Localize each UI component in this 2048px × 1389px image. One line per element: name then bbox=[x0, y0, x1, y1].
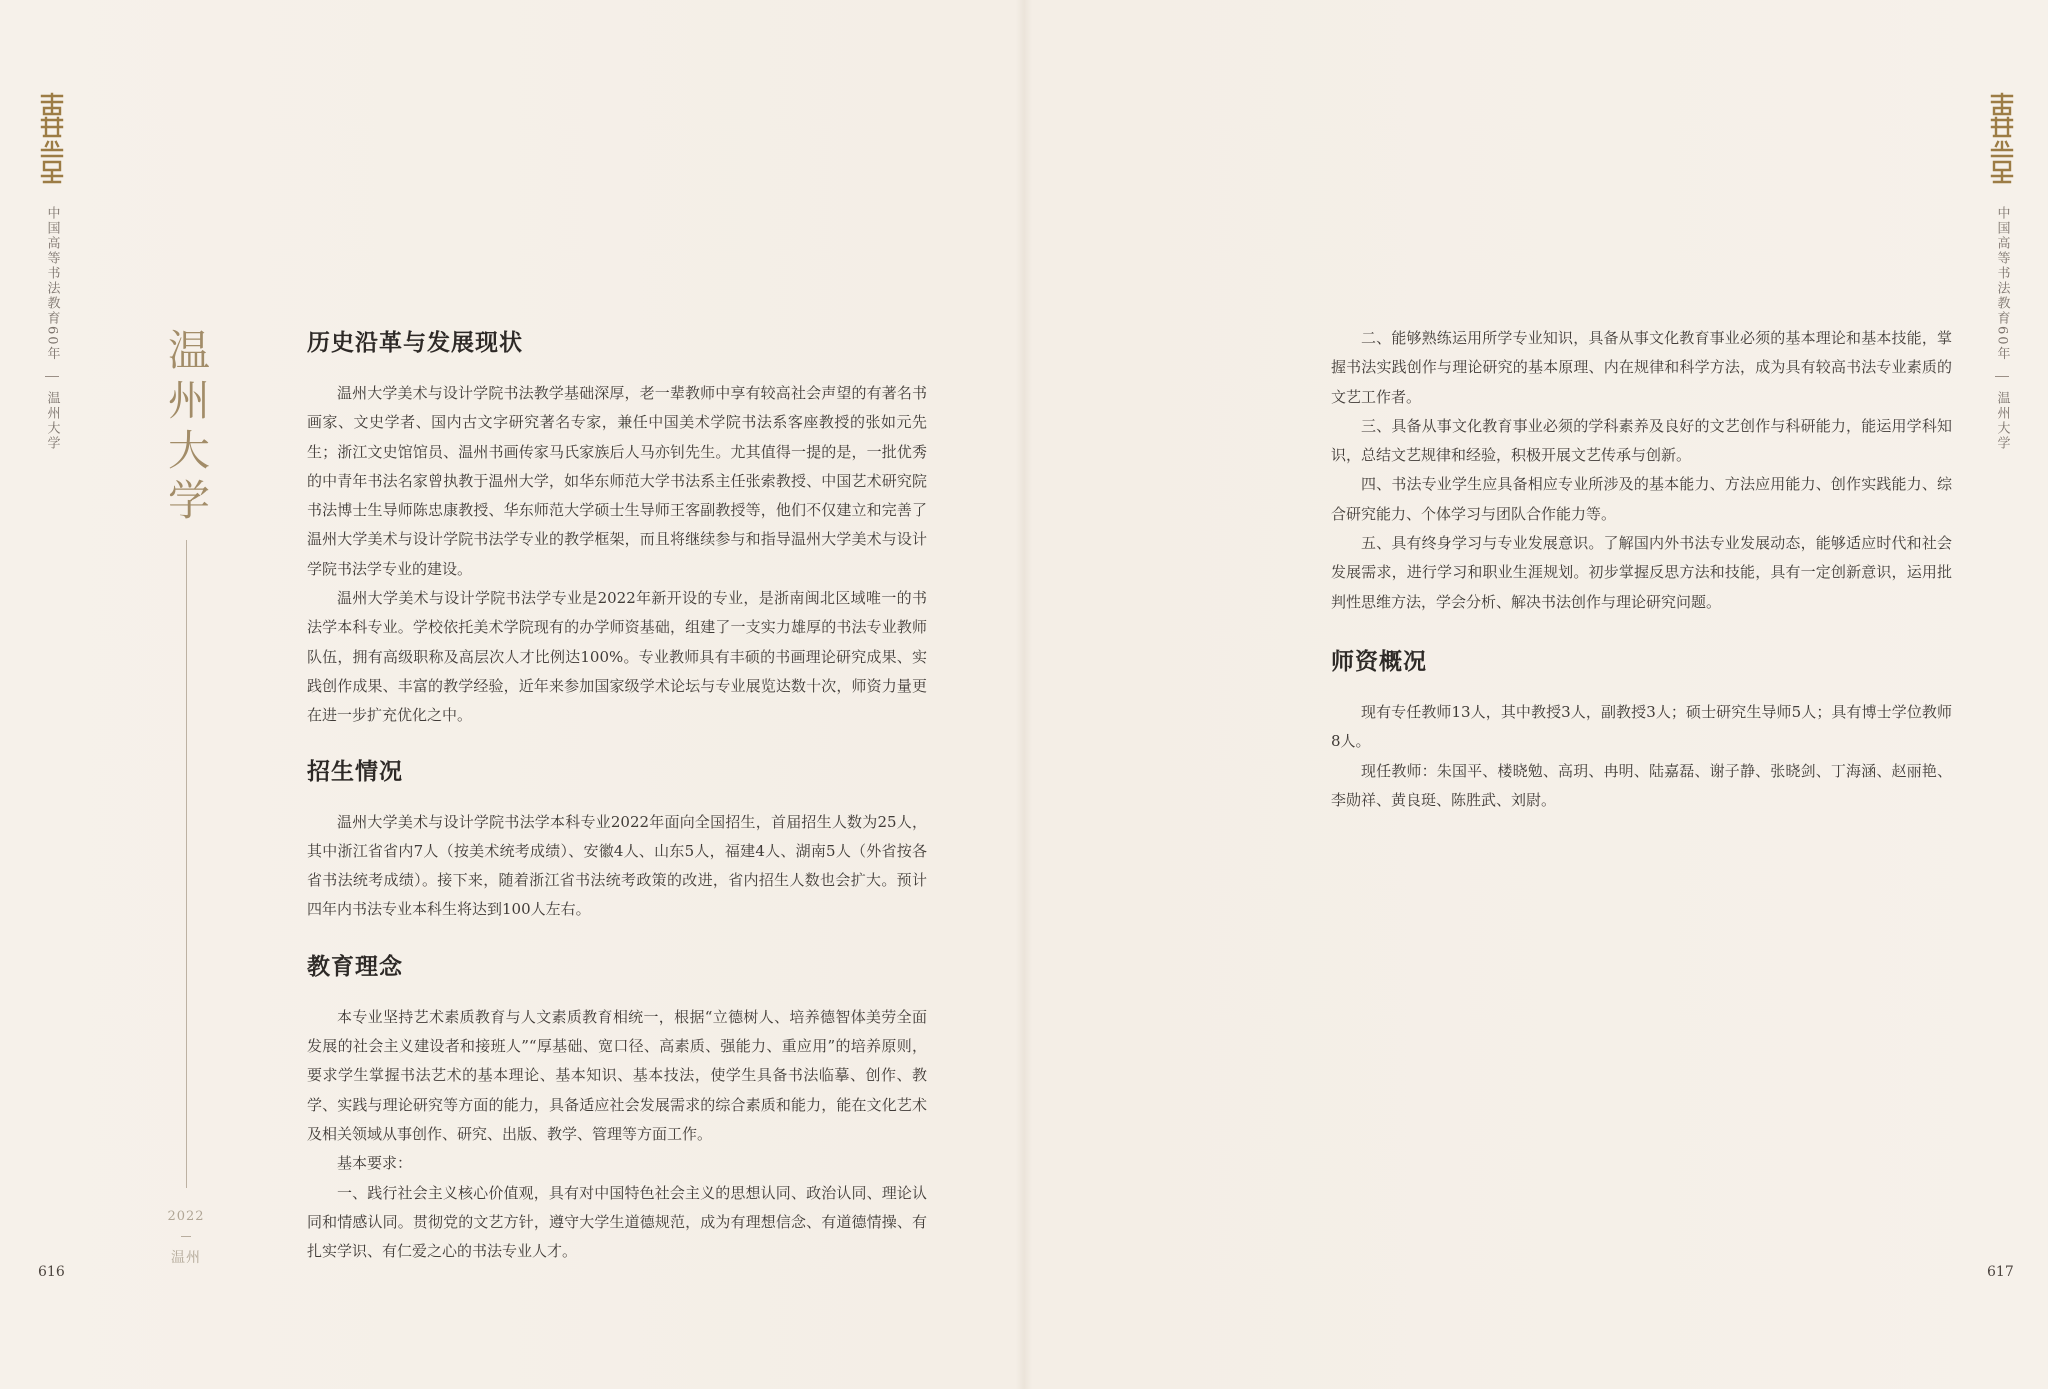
enrollment-paragraph: 温州大学美术与设计学院书法学本科专业2022年面向全国招生，首届招生人数为25人，其中浙江省省内7人（按美术统考成绩）、安徽4人、山东5人，福建4人、湖南5人（外省按各省书法统考成绩）。接下来，随着浙江省书法统考政策的改进，省内招生人数也会扩大。预计四年内书法专业本科生将达到100人左右。 bbox=[307, 812, 927, 919]
right-margin-column bbox=[1980, 92, 2024, 451]
faculty-paragraph: 现任教师：朱国平、楼晓勉、高玥、冉明、陆嘉磊、谢子静、张晓剑、丁海涵、赵丽艳、李勋祥、黄良珽、陈胜武、刘尉。 bbox=[1331, 761, 1952, 809]
city-label: 温州 bbox=[171, 1250, 201, 1266]
requirement-item: 二、能够熟练运用所学专业知识，具备从事文化教育事业必须的基本理论和基本技能，掌握书法实践创作与理论研究的基本原理、内在规律和科学方法，成为具有较高书法专业素质的文艺工作者。 bbox=[1331, 329, 1952, 406]
section-faculty bbox=[1331, 645, 1952, 815]
left-margin-column bbox=[30, 92, 74, 451]
page-number-right: 617 bbox=[1987, 1264, 2014, 1280]
seal-logo bbox=[37, 92, 67, 184]
divider-dash bbox=[1995, 376, 2009, 377]
philosophy-paragraph: 本专业坚持艺术素质教育与人文素质教育相统一，根据“立德树人、培养德智体美劳全面发展的社会主义建设者和接班人”“厚基础、宽口径、高素质、强能力、重应用”的培养原则，要求学生掌握书法艺术的基本理论、基本知识、基本技法，使学生具备书法临摹、创作、教学、实践与理论研究等方面的能力，具备适应社会发展需求的综合素质和能力，能在文化艺术及相关领域从事创作、研究、出版、教学、管理等方面工作。 bbox=[307, 1007, 927, 1143]
history-paragraph: 温州大学美术与设计学院书法学专业是2022年新开设的专业，是浙南闽北区域唯一的书法学本科专业。学校依托美术学院现有的办学师资基础，组建了一支实力雄厚的书法专业教师队伍，拥有高级职称及高层次人才比例达100%。专业教师具有丰硕的书画理论研究成果、实践创作成果、丰富的教学经验，近年来参加国家级学术论坛与专业展览达数十次，师资力量更在进一步扩充优化之中。 bbox=[307, 589, 927, 725]
section-enrollment bbox=[307, 755, 927, 925]
requirement-item: 三、具备从事文化教育事业必须的学科素养及良好的文艺创作与科研能力，能运用学科知识，总结文艺规律和经验，积极开展文艺传承与创新。 bbox=[1331, 416, 1952, 465]
requirement-item: 一、践行社会主义核心价值观，具有对中国特色社会主义的思想认同、政治认同、理论认同和情感认同。贯彻党的文艺方针，遵守大学生道德规范，成为有理想信念、有道德情操、有扎实学识、有仁爱之心的书法专业人才。 bbox=[307, 1183, 927, 1261]
heading-philosophy: 教育理念 bbox=[307, 952, 403, 980]
university-title: 温州大学 bbox=[162, 328, 211, 528]
faculty-paragraph: 现有专任教师13人，其中教授3人，副教授3人；硕士研究生导师5人；具有博士学位教师8人。 bbox=[1331, 702, 1952, 751]
requirement-item: 五、具有终身学习与专业发展意识。了解国内外书法专业发展动态，能够适应时代和社会发展需求，进行学习和职业生涯规划。初步掌握反思方法和技能，具有一定创新意识，运用批判性思维方法，学会分析、解决书法创作与理论研究问题。 bbox=[1331, 534, 1952, 611]
university-title-column bbox=[162, 328, 211, 528]
requirement-item: 四、书法专业学生应具备相应专业所涉及的基本能力、方法应用能力、创作实践能力、综合研究能力、个体学习与团队合作能力等。 bbox=[1331, 475, 1952, 523]
left-text-column bbox=[307, 326, 927, 1266]
calligraphy-seal-icon bbox=[1988, 92, 2016, 184]
heading-history: 历史沿革与发展现状 bbox=[307, 329, 523, 356]
divider-dash bbox=[45, 376, 59, 377]
title-vertical-rule bbox=[186, 540, 187, 1188]
heading-faculty: 师资概况 bbox=[1331, 647, 1427, 675]
history-paragraph: 温州大学美术与设计学院书法教学基础深厚，老一辈教师中享有较高社会声望的有著名书画家、文史学者、国内古文字研究著名专家，兼任中国美术学院书法系客座教授的张如元先生；浙江文史馆馆员、温州书画传家马氏家族后人马亦钊先生。尤其值得一提的是，一批优秀的中青年书法名家曾执教于温州大学，如华东师范大学书法系主任张索教授、中国艺术研究院书法博士生导师陈忠康教授、华东师范大学硕士生导师王客副教授等，他们不仅建立和完善了温州大学美术与设计学院书法学专业的教学框架，而且将继续参与和指导温州大学美术与设计学院书法学专业的建设。 bbox=[307, 384, 927, 578]
right-text-column bbox=[1331, 324, 1952, 815]
page-number-left: 616 bbox=[38, 1264, 65, 1280]
section-history bbox=[307, 326, 927, 731]
year-block bbox=[162, 1209, 210, 1267]
heading-enrollment: 招生情况 bbox=[307, 757, 403, 785]
series-title: 中国高等书法教育60年 bbox=[1994, 206, 2010, 362]
running-univ-name: 温州大学 bbox=[1994, 390, 2010, 451]
running-univ-name: 温州大学 bbox=[44, 390, 60, 451]
series-title: 中国高等书法教育60年 bbox=[44, 206, 60, 362]
calligraphy-seal-icon bbox=[38, 92, 66, 184]
year-dash bbox=[181, 1236, 191, 1237]
seal-logo bbox=[1987, 92, 2017, 184]
requirements-label: 基本要求： bbox=[337, 1154, 413, 1173]
year-label: 2022 bbox=[167, 1209, 205, 1224]
section-philosophy bbox=[307, 950, 927, 1267]
